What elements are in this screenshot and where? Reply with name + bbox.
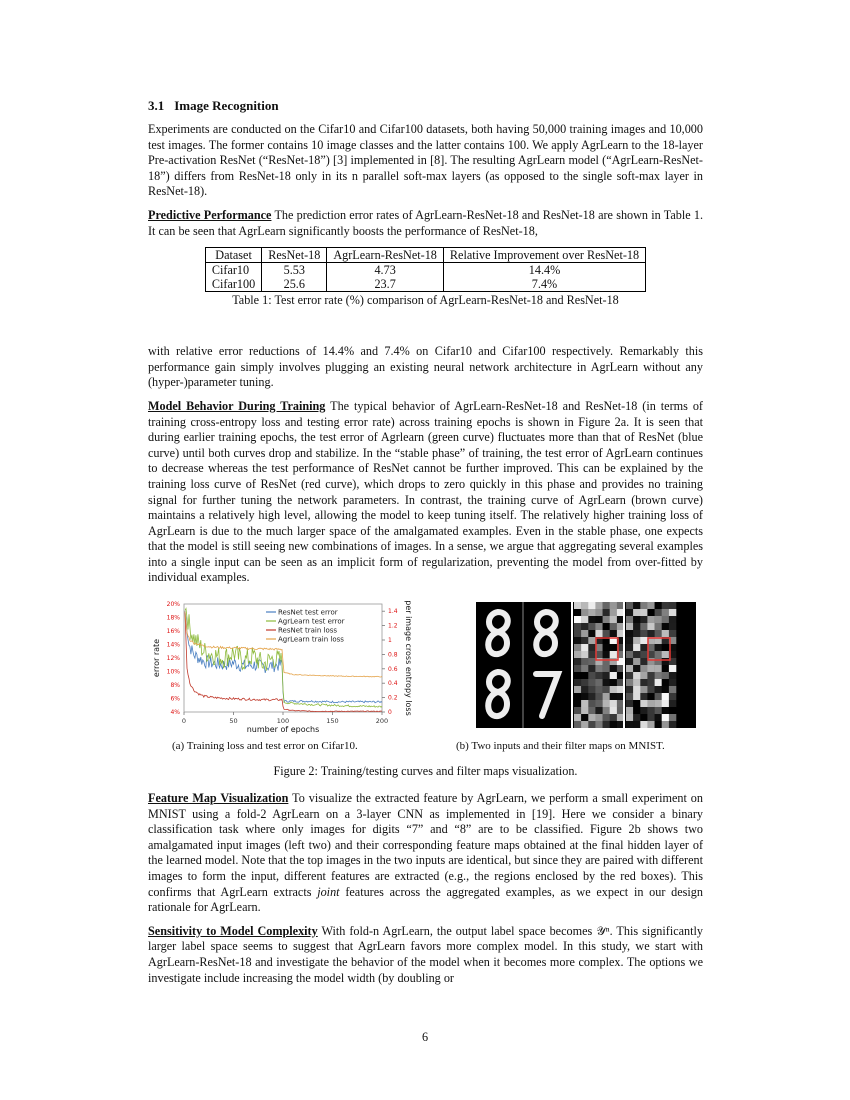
feature-map-cell bbox=[610, 707, 617, 714]
y-tick-label: 12% bbox=[166, 655, 180, 663]
feature-map-cell bbox=[581, 637, 588, 644]
feature-map-cell bbox=[626, 609, 633, 616]
feature-map-cell bbox=[647, 700, 654, 707]
y-right-tick-label: 0 bbox=[388, 709, 392, 717]
feature-map-cell bbox=[588, 665, 595, 672]
feature-map-cell bbox=[595, 693, 602, 700]
feature-map-cell bbox=[633, 686, 640, 693]
feature-map-cell bbox=[647, 665, 654, 672]
feature-map-cell bbox=[626, 630, 633, 637]
feature-map-cell bbox=[647, 602, 654, 609]
feature-map-cell bbox=[662, 679, 669, 686]
feature-map-cell bbox=[662, 623, 669, 630]
feature-map-cell bbox=[633, 714, 640, 721]
y-right-tick-label: 0.6 bbox=[388, 665, 398, 673]
feature-map-cell bbox=[603, 693, 610, 700]
feature-map-cell bbox=[574, 609, 581, 616]
y-tick-label: 18% bbox=[166, 614, 180, 622]
feature-map-cell bbox=[588, 602, 595, 609]
feature-map-cell bbox=[655, 623, 662, 630]
model-behavior-paragraph bbox=[148, 399, 703, 586]
table-cell: Cifar10 bbox=[205, 263, 261, 278]
model-behavior-heading: Model Behavior During Training bbox=[148, 398, 326, 413]
feature-map-cell bbox=[588, 609, 595, 616]
feature-map-cell bbox=[669, 665, 676, 672]
feature-map-cell bbox=[655, 602, 662, 609]
feature-map-cell bbox=[595, 700, 602, 707]
feature-map-cell bbox=[640, 644, 647, 651]
y-tick-label: 4% bbox=[170, 709, 180, 717]
feature-map-cell bbox=[669, 672, 676, 679]
feature-map-cell bbox=[640, 658, 647, 665]
predictive-paragraph bbox=[148, 208, 703, 239]
after-table-paragraph: with relative error reductions of 14.4% and 7.4% on Cifar10 and Cifar100 respectively. Remarkably this performance gain simply involves plugging an existing neural network architecture in AgrLearn without any (hyper-)parameter tuning. bbox=[148, 344, 703, 390]
feature-map-cell bbox=[669, 616, 676, 623]
x-tick-label: 100 bbox=[276, 717, 290, 726]
feature-map-cell bbox=[610, 693, 617, 700]
feature-map-cell bbox=[610, 679, 617, 686]
feature-map-cell bbox=[669, 721, 676, 728]
feature-map-cell bbox=[626, 616, 633, 623]
feature-map-cell bbox=[626, 623, 633, 630]
page-number: 6 bbox=[421, 1030, 429, 1044]
feature-map-cell bbox=[647, 686, 654, 693]
subcaption-b: (b) Two inputs and their filter maps on MNIST. bbox=[456, 740, 665, 753]
feature-map-cell bbox=[633, 700, 640, 707]
feature-map-cell bbox=[610, 630, 617, 637]
feature-map-cell bbox=[574, 616, 581, 623]
feature-map-cell bbox=[662, 665, 669, 672]
feature-map-cell bbox=[574, 672, 581, 679]
feature-map-cell bbox=[655, 658, 662, 665]
feature-map-cell bbox=[610, 700, 617, 707]
feature-map-cell bbox=[662, 707, 669, 714]
feature-map-cell bbox=[581, 609, 588, 616]
feature-map-cell bbox=[662, 616, 669, 623]
y-right-tick-label: 1.2 bbox=[388, 622, 398, 630]
y-tick-label: 6% bbox=[170, 695, 180, 703]
feature-map-cell bbox=[655, 616, 662, 623]
feature-map-cell bbox=[603, 616, 610, 623]
feature-map-cell bbox=[669, 630, 676, 637]
feature-map-cell bbox=[640, 721, 647, 728]
feature-map-cell bbox=[647, 623, 654, 630]
feature-map-cell bbox=[669, 609, 676, 616]
page-content bbox=[148, 98, 703, 994]
feature-map-cell bbox=[581, 721, 588, 728]
x-tick-label: 200 bbox=[375, 717, 389, 726]
y-tick-label: 20% bbox=[166, 601, 180, 609]
table-header-row bbox=[205, 248, 645, 263]
feature-map-cell bbox=[574, 630, 581, 637]
feature-map-cell bbox=[574, 700, 581, 707]
feature-map-cell bbox=[633, 602, 640, 609]
feature-map-cell bbox=[633, 644, 640, 651]
feature-map-cell bbox=[574, 644, 581, 651]
feature-map-cell bbox=[588, 623, 595, 630]
feature-map-cell bbox=[669, 602, 676, 609]
feature-map-cell bbox=[647, 707, 654, 714]
feature-map-cell bbox=[662, 693, 669, 700]
feature-map-cell bbox=[610, 651, 617, 658]
feature-map-cell bbox=[640, 707, 647, 714]
feature-map-cell bbox=[574, 686, 581, 693]
feature-map-cell bbox=[640, 623, 647, 630]
feature-map-cell bbox=[603, 714, 610, 721]
feature-map-cell bbox=[595, 686, 602, 693]
feature-map-cell bbox=[610, 602, 617, 609]
feature-map-cell bbox=[640, 679, 647, 686]
feature-map-cell bbox=[655, 721, 662, 728]
feature-map-cell bbox=[640, 700, 647, 707]
feature-map-cell bbox=[662, 714, 669, 721]
feature-map-cell bbox=[662, 721, 669, 728]
x-axis-label: number of epochs bbox=[246, 725, 320, 735]
feature-map-cell bbox=[640, 630, 647, 637]
feature-map-cell bbox=[655, 609, 662, 616]
feature-map-cell bbox=[588, 630, 595, 637]
feature-map-cell bbox=[581, 665, 588, 672]
feature-map-cell bbox=[603, 721, 610, 728]
predictive-text: The prediction error rates of AgrLearn-ResNet-18 and ResNet-18 are shown in Table 1. It can be seen that AgrLearn significantly boosts the performance of ResNet-18, bbox=[148, 207, 703, 238]
feature-map-italic: joint bbox=[317, 884, 340, 899]
table-cell: 4.73 bbox=[327, 263, 444, 278]
feature-map-cell bbox=[588, 644, 595, 651]
feature-map-cell bbox=[669, 686, 676, 693]
feature-map-cell bbox=[574, 721, 581, 728]
feature-map-cell bbox=[669, 679, 676, 686]
feature-map-cell bbox=[626, 693, 633, 700]
sensitivity-paragraph bbox=[148, 924, 703, 986]
feature-map-cell bbox=[574, 679, 581, 686]
section-heading bbox=[148, 98, 703, 114]
sensitivity-text: With fold-n AgrLearn, the output label space becomes 𝒴ⁿ. This significantly larger label space seems to suggest that AgrLearn favors more complex model. In this study, we start with AgrLearn-ResNet-18 and investigate the behavior of the model when it becomes more complex. The options we investigate include increasing the model width (by doubling or bbox=[148, 923, 703, 985]
feature-map-cell bbox=[633, 623, 640, 630]
feature-map-cell bbox=[647, 714, 654, 721]
feature-map-cell bbox=[662, 602, 669, 609]
feature-map-cell bbox=[662, 651, 669, 658]
feature-map-cell bbox=[610, 665, 617, 672]
y-right-tick-label: 0.8 bbox=[388, 651, 398, 659]
y-right-tick-label: 0.4 bbox=[388, 680, 398, 688]
x-tick-label: 0 bbox=[181, 717, 187, 726]
feature-map-cell bbox=[655, 630, 662, 637]
feature-map-cell bbox=[633, 630, 640, 637]
feature-map-cell bbox=[588, 672, 595, 679]
feature-map-cell bbox=[588, 686, 595, 693]
feature-map-cell bbox=[581, 693, 588, 700]
feature-map-cell bbox=[633, 721, 640, 728]
feature-map-cell bbox=[633, 651, 640, 658]
feature-map-cell bbox=[595, 721, 602, 728]
feature-map-cell bbox=[574, 651, 581, 658]
feature-map-cell bbox=[662, 672, 669, 679]
feature-map-cell bbox=[626, 644, 633, 651]
feature-map-cell bbox=[581, 616, 588, 623]
section-title: Image Recognition bbox=[174, 98, 279, 113]
feature-map-cell bbox=[626, 602, 633, 609]
results-table bbox=[205, 247, 646, 292]
feature-map-cell bbox=[595, 672, 602, 679]
feature-map-cell bbox=[655, 693, 662, 700]
legend-entry: ResNet test error bbox=[278, 608, 338, 617]
y-tick-label: 8% bbox=[170, 682, 180, 690]
feature-map-cell bbox=[626, 637, 633, 644]
feature-map-cell bbox=[595, 679, 602, 686]
feature-map-cell bbox=[588, 651, 595, 658]
feature-map-cell bbox=[574, 658, 581, 665]
feature-map-cell bbox=[633, 665, 640, 672]
legend-entry: AgrLearn test error bbox=[278, 617, 345, 626]
feature-map-cell bbox=[633, 679, 640, 686]
feature-map-cell bbox=[581, 707, 588, 714]
feature-map-cell bbox=[626, 714, 633, 721]
feature-map-cell bbox=[655, 714, 662, 721]
feature-map-cell bbox=[588, 658, 595, 665]
feature-map-cell bbox=[595, 714, 602, 721]
feature-map-cell bbox=[581, 658, 588, 665]
feature-map-cell bbox=[640, 693, 647, 700]
feature-map-cell bbox=[581, 672, 588, 679]
feature-map-cell bbox=[588, 707, 595, 714]
feature-map-cell bbox=[610, 714, 617, 721]
table-header: Dataset bbox=[205, 248, 261, 263]
feature-map-cell bbox=[603, 602, 610, 609]
intro-paragraph: Experiments are conducted on the Cifar10 and Cifar100 datasets, both having 50,000 training images and 10,000 test images. The former contains 10 image classes and the latter contains 100. We apply AgrLearn to the 18-layer Pre-activation ResNet (“ResNet-18”) [3] implemented in [8]. The resulting AgrLearn model (“AgrLearn-ResNet-18”) differs from ResNet-18 only in its n parallel soft-max layers (as opposed to the single soft-max layer in ResNet-18). bbox=[148, 122, 703, 199]
feature-map-cell bbox=[626, 700, 633, 707]
table-row bbox=[205, 277, 645, 292]
feature-map-cell bbox=[669, 700, 676, 707]
feature-map-cell bbox=[603, 679, 610, 686]
legend-entry: ResNet train loss bbox=[278, 626, 338, 635]
feature-map-cell bbox=[581, 644, 588, 651]
subcaption-a: (a) Training loss and test error on Cifar10. bbox=[172, 740, 358, 753]
legend-entry: AgrLearn train loss bbox=[278, 635, 344, 644]
feature-map-cell bbox=[610, 609, 617, 616]
feature-map-cell bbox=[640, 651, 647, 658]
feature-map-cell bbox=[626, 658, 633, 665]
feature-map-cell bbox=[574, 714, 581, 721]
y-right-tick-label: 1.4 bbox=[388, 608, 398, 616]
feature-map-cell bbox=[647, 693, 654, 700]
table-row bbox=[205, 263, 645, 278]
feature-map-cell bbox=[610, 623, 617, 630]
feature-map-cell bbox=[581, 686, 588, 693]
feature-map-cell bbox=[603, 658, 610, 665]
feature-map-cell bbox=[662, 644, 669, 651]
feature-map-cell bbox=[588, 693, 595, 700]
feature-map-cell bbox=[595, 707, 602, 714]
feature-map-cell bbox=[647, 679, 654, 686]
feature-map-cell bbox=[610, 616, 617, 623]
feature-map-cell bbox=[655, 686, 662, 693]
feature-map-cell bbox=[588, 714, 595, 721]
y-axis-label: error rate bbox=[152, 638, 161, 678]
feature-map-cell bbox=[640, 714, 647, 721]
feature-map-cell bbox=[610, 686, 617, 693]
feature-map-cell bbox=[647, 721, 654, 728]
y-right-tick-label: 1 bbox=[388, 637, 392, 645]
y-tick-label: 14% bbox=[166, 641, 180, 649]
feature-map-cell bbox=[603, 707, 610, 714]
feature-map-cell bbox=[610, 672, 617, 679]
y-tick-label: 16% bbox=[166, 628, 180, 636]
feature-map-cell bbox=[574, 623, 581, 630]
feature-map-cell bbox=[626, 707, 633, 714]
feature-map-cell bbox=[574, 602, 581, 609]
table-cell: 23.7 bbox=[327, 277, 444, 292]
feature-map-cell bbox=[588, 637, 595, 644]
feature-map-cell bbox=[640, 602, 647, 609]
feature-map-cell bbox=[595, 602, 602, 609]
feature-map-cell bbox=[581, 623, 588, 630]
feature-map-paragraph bbox=[148, 791, 703, 916]
feature-map-cell bbox=[574, 637, 581, 644]
feature-map-cell bbox=[669, 693, 676, 700]
feature-map-cell bbox=[581, 651, 588, 658]
feature-map-cell bbox=[655, 651, 662, 658]
table-cell: 25.6 bbox=[262, 277, 327, 292]
feature-map-cell bbox=[633, 693, 640, 700]
feature-map-cell bbox=[603, 644, 610, 651]
table-header: ResNet-18 bbox=[262, 248, 327, 263]
feature-map-cell bbox=[581, 714, 588, 721]
feature-map-cell bbox=[581, 630, 588, 637]
feature-map-cell bbox=[655, 679, 662, 686]
feature-map-cell bbox=[588, 679, 595, 686]
feature-map-cell bbox=[655, 672, 662, 679]
feature-map-cell bbox=[603, 700, 610, 707]
feature-map-cell bbox=[655, 665, 662, 672]
feature-map-cell bbox=[626, 651, 633, 658]
table-header: Relative Improvement over ResNet-18 bbox=[443, 248, 645, 263]
feature-map-cell bbox=[574, 665, 581, 672]
feature-map-cell bbox=[603, 665, 610, 672]
feature-map-cell bbox=[647, 672, 654, 679]
figure-2 bbox=[148, 594, 703, 753]
feature-map-cell bbox=[603, 686, 610, 693]
feature-map-cell bbox=[603, 651, 610, 658]
feature-map-cell bbox=[581, 679, 588, 686]
feature-map-cell bbox=[662, 609, 669, 616]
table-cell: 7.4% bbox=[443, 277, 645, 292]
feature-map-cell bbox=[669, 714, 676, 721]
feature-map-cell bbox=[603, 672, 610, 679]
feature-map-text: To visualize the extracted feature by AgrLearn, we perform a small experiment on MNIST using a fold-2 AgrLearn on a 3-layer CNN as implemented in [19]. Here we consider a binary classification task where only images for digits “7” and “8” are to be classified. Figure 2b shows two amalgamated input images (left two) and their corresponding feature maps obtained at the final hidden layer of the learned model. Note that the top images in the two inputs are identical, but since they are paired with different images to form the input, different features are extracted (e.g., the regions enclosed by the red boxes). This confirms that AgrLearn extracts bbox=[148, 791, 703, 899]
feature-map-cell bbox=[662, 700, 669, 707]
feature-map-cell bbox=[581, 602, 588, 609]
feature-map-cell bbox=[647, 616, 654, 623]
feature-map-cell bbox=[626, 665, 633, 672]
table-caption: Table 1: Test error rate (%) comparison of AgrLearn-ResNet-18 and ResNet-18 bbox=[232, 293, 619, 308]
feature-map-cell bbox=[640, 665, 647, 672]
feature-map-cell bbox=[588, 700, 595, 707]
feature-map-cell bbox=[595, 623, 602, 630]
feature-map-cell bbox=[662, 658, 669, 665]
feature-map-text-end: features across the aggregated examples, as we expect in our design rationale for AgrLearn. bbox=[148, 884, 703, 915]
feature-map-cell bbox=[655, 700, 662, 707]
y-right-tick-label: 0.2 bbox=[388, 694, 398, 702]
table-cell: 14.4% bbox=[443, 263, 645, 278]
feature-map-cell bbox=[595, 630, 602, 637]
feature-map-cell bbox=[655, 644, 662, 651]
table-cell: Cifar100 bbox=[205, 277, 261, 292]
feature-map-cell bbox=[662, 686, 669, 693]
feature-map-cell bbox=[633, 616, 640, 623]
feature-map-cell bbox=[640, 686, 647, 693]
feature-map-cell bbox=[647, 630, 654, 637]
table-header: AgrLearn-ResNet-18 bbox=[327, 248, 444, 263]
feature-map-cell bbox=[633, 609, 640, 616]
feature-map-cell bbox=[610, 721, 617, 728]
x-tick-label: 150 bbox=[326, 717, 339, 726]
feature-map-cell bbox=[662, 630, 669, 637]
feature-map-cell bbox=[640, 609, 647, 616]
feature-map-cell bbox=[640, 616, 647, 623]
x-tick-label: 50 bbox=[229, 717, 238, 726]
feature-map-cell bbox=[633, 637, 640, 644]
predictive-heading: Predictive Performance bbox=[148, 207, 272, 222]
feature-map-cell bbox=[640, 672, 647, 679]
feature-map-cell bbox=[626, 672, 633, 679]
figure-caption: Figure 2: Training/testing curves and filter maps visualization. bbox=[273, 764, 578, 779]
sensitivity-heading: Sensitivity to Model Complexity bbox=[148, 923, 318, 938]
feature-map-cell bbox=[633, 658, 640, 665]
model-behavior-text: The typical behavior of AgrLearn-ResNet-18 and ResNet-18 (in terms of training cross-entropy loss and testing error rate) across training epochs is shown in Figure 2a. It is seen that during earlier training epochs, the test error of Agrlearn (green curve) fluctuates more than that of ResNet (blue curve) until both curves drop and stabilize. In the “stable phase” of training, the test error of AgrLearn continues to decrease whereas the test performance of ResNet cannot be further improved. This can be explained by the training loss curve of ResNet (red curve), which drops to zero quickly in this phase and provides no training signal for further tuning the network parameters. In contrast, the training curve of AgrLearn (brown curve) maintains a relatively high level, allowing the model to keep tuning itself. The relatively higher training loss of AgrLearn is due to the much larger space of the amalgamated examples. Even in the stable phase, one expects that the model is still seeing new combinations of images. In a sense, we argue that aggregating several examples into a single input can be seen as an implicit form of regularization, preventing the model from over-fitted by individual examples. bbox=[148, 398, 703, 585]
feature-map-cell bbox=[669, 623, 676, 630]
feature-map-cell bbox=[595, 609, 602, 616]
feature-map-cell bbox=[610, 644, 617, 651]
feature-map-cell bbox=[626, 721, 633, 728]
feature-map-cell bbox=[603, 630, 610, 637]
feature-map-cell bbox=[633, 672, 640, 679]
feature-map-cell bbox=[603, 623, 610, 630]
table-cell: 5.53 bbox=[262, 263, 327, 278]
feature-map-cell bbox=[633, 707, 640, 714]
feature-map-cell bbox=[595, 616, 602, 623]
feature-map-cell bbox=[588, 616, 595, 623]
training-curves-chart bbox=[148, 594, 418, 734]
feature-map-cell bbox=[588, 721, 595, 728]
section-number: 3.1 bbox=[148, 98, 165, 113]
y-right-axis-label: per image cross entropy loss bbox=[404, 600, 413, 716]
y-tick-label: 10% bbox=[166, 668, 180, 676]
feature-map-cell bbox=[574, 707, 581, 714]
feature-map-cell bbox=[647, 609, 654, 616]
feature-map-cell bbox=[574, 693, 581, 700]
feature-map-cell bbox=[595, 665, 602, 672]
feature-map-cell bbox=[581, 700, 588, 707]
mnist-filter-maps bbox=[476, 602, 696, 728]
feature-map-cell bbox=[655, 707, 662, 714]
feature-map-heading: Feature Map Visualization bbox=[148, 791, 289, 806]
feature-map-cell bbox=[626, 686, 633, 693]
feature-map-cell bbox=[626, 679, 633, 686]
feature-map-cell bbox=[610, 658, 617, 665]
feature-map-cell bbox=[669, 707, 676, 714]
feature-map-cell bbox=[640, 637, 647, 644]
feature-map-cell bbox=[603, 609, 610, 616]
